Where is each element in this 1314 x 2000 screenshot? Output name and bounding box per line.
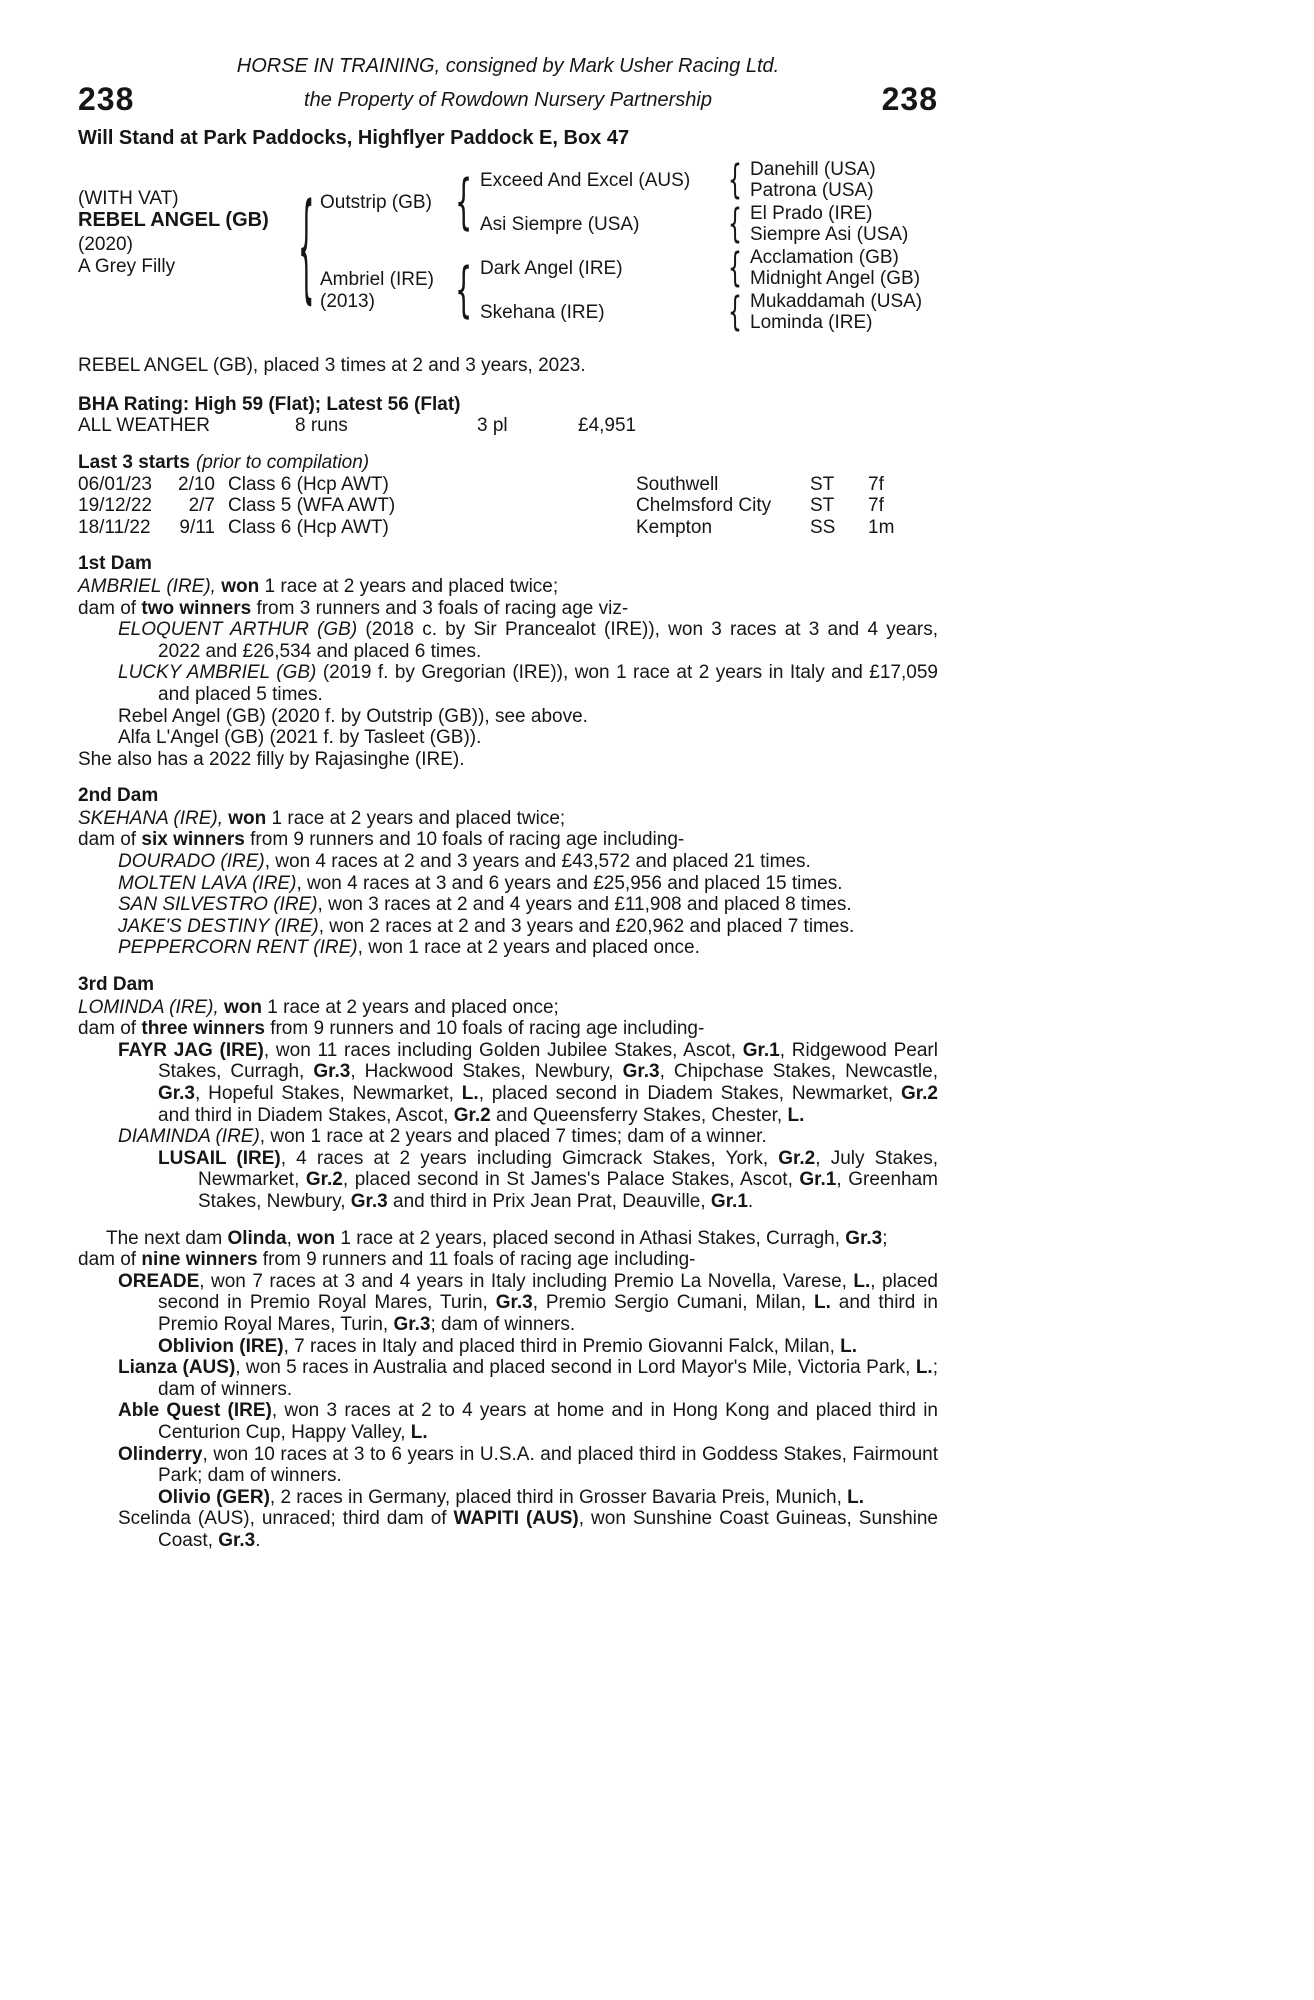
produce-entry: DOURADO (IRE), won 4 races at 2 and 3 years and £43,572 and placed 21 times. (118, 851, 811, 873)
pedigree-brace: { (728, 245, 742, 292)
pedigree-brace: { (298, 177, 315, 316)
race-class: Class 6 (Hcp AWT) (228, 516, 389, 538)
dam-produce-line: dam of nine winners from 9 runners and 11 foals of racing age including- (78, 1249, 696, 1271)
race-summary: REBEL ANGEL (GB), placed 3 times at 2 and 3 years, 2023. (78, 355, 586, 377)
race-position: 2/7 (188, 495, 215, 517)
produce-entry: Scelinda (AUS), unraced; third dam of WAPITI (AUS), won Sunshine Coast Guineas, Sunshine Coast, Gr.3. (118, 1508, 938, 1551)
race-position: 9/11 (179, 516, 215, 538)
dam-dam-name: Skehana (IRE) (480, 302, 605, 324)
header-row (78, 80, 938, 117)
produce-entry: Alfa L'Angel (GB) (2021 f. by Tasleet (GB)). (118, 727, 482, 749)
dam-line: SKEHANA (IRE), won 1 race at 2 years and placed twice; (78, 807, 566, 829)
pedigree-brace: { (455, 255, 473, 326)
vat-note: (WITH VAT) (78, 188, 179, 210)
ggp-name: Mukaddamah (USA) (750, 291, 923, 313)
race-class: Class 6 (Hcp AWT) (228, 473, 389, 495)
ggp-name: Midnight Angel (GB) (750, 268, 921, 290)
lot-number-right: 238 (881, 80, 938, 117)
last-starts-title: Last 3 starts (78, 451, 190, 473)
surface-label: ALL WEATHER (78, 415, 210, 437)
section-3rd-dam (78, 974, 938, 1213)
race-course: Southwell (636, 473, 719, 495)
pedigree-brace: { (728, 157, 742, 204)
ggp-name: Patrona (USA) (750, 180, 874, 202)
race-date: 18/11/22 (78, 516, 151, 538)
produce-entry: Oblivion (IRE), 7 races in Italy and placed third in Premio Giovanni Falck, Milan, L. (158, 1335, 858, 1357)
produce-entry: MOLTEN LAVA (IRE), won 4 races at 3 and 6 years and £25,956 and placed 15 times. (118, 872, 843, 894)
note-line: She also has a 2022 filly by Rajasinghe (IRE). (78, 748, 465, 770)
property-line: the Property of Rowdown Nursery Partnership (304, 89, 712, 111)
bha-rating: BHA Rating: High 59 (Flat); Latest 56 (Flat) (78, 393, 461, 415)
pedigree-brace: { (728, 201, 742, 248)
dam-produce-line: dam of six winners from 9 runners and 10 foals of racing age including- (78, 829, 685, 851)
produce-entry: Able Quest (IRE), won 3 races at 2 to 4 years at home and in Hong Kong and placed third in Centurion Cup, Happy Valley, L. (118, 1400, 938, 1443)
race-row (78, 495, 938, 517)
race-course: Chelmsford City (636, 495, 772, 517)
dam-produce-line: dam of three winners from 9 runners and 10 foals of racing age including- (78, 1018, 705, 1040)
horse-name: REBEL ANGEL (GB) (78, 209, 269, 232)
stand-location: Will Stand at Park Paddocks, Highflyer Paddock E, Box 47 (78, 126, 630, 149)
produce-entry: Olinderry, won 10 races at 3 to 6 years in U.S.A. and placed third in Goddess Stakes, Fairmount Park; dam of winners. (118, 1443, 938, 1487)
race-distance: 7f (868, 495, 884, 517)
produce-entry: LUSAIL (IRE), 4 races at 2 years including Gimcrack Stakes, York, Gr.2, July Stakes, Newmarket, Gr.2, placed second in St James's Palace Stakes, Ascot, Gr.1, Greenham Stakes, Newbury, Gr.3 and third in Prix Jean Prat, Deauville, Gr.1. (158, 1147, 938, 1212)
race-date: 19/12/22 (78, 495, 152, 517)
produce-entry: Lianza (AUS), won 5 races in Australia and placed second in Lord Mayor's Mile, Victoria Park, L.; dam of winners. (118, 1357, 938, 1400)
produce-entry: SAN SILVESTRO (IRE), won 3 races at 2 and 4 years and £11,908 and placed 8 times. (118, 894, 852, 916)
ggp-name: Acclamation (GB) (750, 247, 899, 269)
sire-dam-name: Asi Siempre (USA) (480, 214, 640, 236)
sire-name: Outstrip (GB) (320, 192, 432, 214)
dam-line: AMBRIEL (IRE), won 1 race at 2 years and placed twice; (78, 575, 559, 597)
race-row (78, 474, 938, 496)
produce-entry: Rebel Angel (GB) (2020 f. by Outstrip (GB)), see above. (118, 705, 588, 727)
section-next-dam (78, 1228, 938, 1552)
horse-foaled: (2020) (78, 234, 133, 256)
pedigree-brace: { (728, 289, 742, 336)
produce-entry: OREADE, won 7 races at 3 and 4 years in Italy including Premio La Novella, Varese, L., placed second in Premio Royal Mares, Turin, Gr.3, Premio Sergio Cumani, Milan, L. and third in Premio Royal Mares, Turin, Gr.3; dam of winners. (118, 1270, 938, 1335)
pedigree-brace: { (455, 167, 473, 238)
section-heading: 2nd Dam (78, 785, 159, 807)
catalogue-page (78, 0, 938, 1551)
next-dam-line: The next dam Olinda, won 1 race at 2 years, placed second in Athasi Stakes, Curragh, Gr.3; (106, 1227, 888, 1249)
last-starts-heading (78, 452, 938, 474)
produce-entry: LUCKY AMBRIEL (GB) (2019 f. by Gregorian (IRE)), won 1 race at 2 years in Italy and £17,059 and placed 5 times. (118, 662, 938, 705)
produce-entry: ELOQUENT ARTHUR (GB) (2018 c. by Sir Prancealot (IRE)), won 3 races at 3 and 4 years, 2022 and £26,534 and placed 6 times. (118, 619, 938, 662)
race-going: ST (810, 495, 835, 517)
produce-entry: JAKE'S DESTINY (IRE), won 2 races at 2 and 3 years and £20,962 and placed 7 times. (118, 915, 855, 937)
race-position: 2/10 (178, 473, 215, 495)
produce-entry: FAYR JAG (IRE), won 11 races including Golden Jubilee Stakes, Ascot, Gr.1, Ridgewood Pearl Stakes, Curragh, Gr.3, Hackwood Stakes, Newbury, Gr.3, Chipchase Stakes, Newcastle, Gr.3, Hopeful Stakes, Newmarket, L., placed second in Diadem Stakes, Newmarket, Gr.2 and third in Diadem Stakes, Ascot, Gr.2 and Queensferry Stakes, Chester, L. (118, 1039, 939, 1126)
section-heading: 3rd Dam (78, 974, 155, 996)
produce-entry: PEPPERCORN RENT (IRE), won 1 race at 2 years and placed once. (118, 937, 700, 959)
section-heading: 1st Dam (78, 553, 152, 575)
ggp-name: Danehill (USA) (750, 159, 876, 181)
ggp-name: Siempre Asi (USA) (750, 224, 909, 246)
race-course: Kempton (636, 516, 713, 538)
produce-entry: Olivio (GER), 2 races in Germany, placed third in Grosser Bavaria Preis, Munich, L. (158, 1486, 865, 1508)
dam-foaled: (2013) (320, 291, 375, 313)
section-1st-dam (78, 553, 938, 770)
race-row (78, 517, 938, 539)
race-date: 06/01/23 (78, 473, 152, 495)
last-starts-note: (prior to compilation) (195, 451, 370, 473)
pedigree-table (78, 155, 938, 343)
surface-record-row (78, 415, 938, 437)
dam-name: Ambriel (IRE) (320, 269, 435, 291)
race-distance: 1m (868, 516, 895, 538)
race-going: ST (810, 473, 835, 495)
race-going: SS (810, 516, 836, 538)
dam-produce-line: dam of two winners from 3 runners and 3 foals of racing age viz- (78, 597, 629, 619)
ggp-name: El Prado (IRE) (750, 203, 873, 225)
race-distance: 7f (868, 473, 884, 495)
sire-sire-name: Exceed And Excel (AUS) (480, 170, 691, 192)
section-2nd-dam (78, 785, 938, 959)
dam-line: LOMINDA (IRE), won 1 race at 2 years and placed once; (78, 996, 559, 1018)
produce-entry: DIAMINDA (IRE), won 1 race at 2 years and placed 7 times; dam of a winner. (118, 1126, 767, 1148)
lot-number-left: 238 (78, 80, 135, 117)
dam-sire-name: Dark Angel (IRE) (480, 258, 623, 280)
consignment-line: HORSE IN TRAINING, consigned by Mark Usher Racing Ltd. (236, 55, 780, 77)
ggp-name: Lominda (IRE) (750, 312, 873, 334)
horse-description: A Grey Filly (78, 256, 176, 278)
surface-runs: 8 runs (295, 415, 348, 437)
surface-earnings: £4,951 (578, 415, 637, 437)
surface-placings: 3 pl (477, 415, 508, 437)
race-class: Class 5 (WFA AWT) (228, 495, 396, 517)
